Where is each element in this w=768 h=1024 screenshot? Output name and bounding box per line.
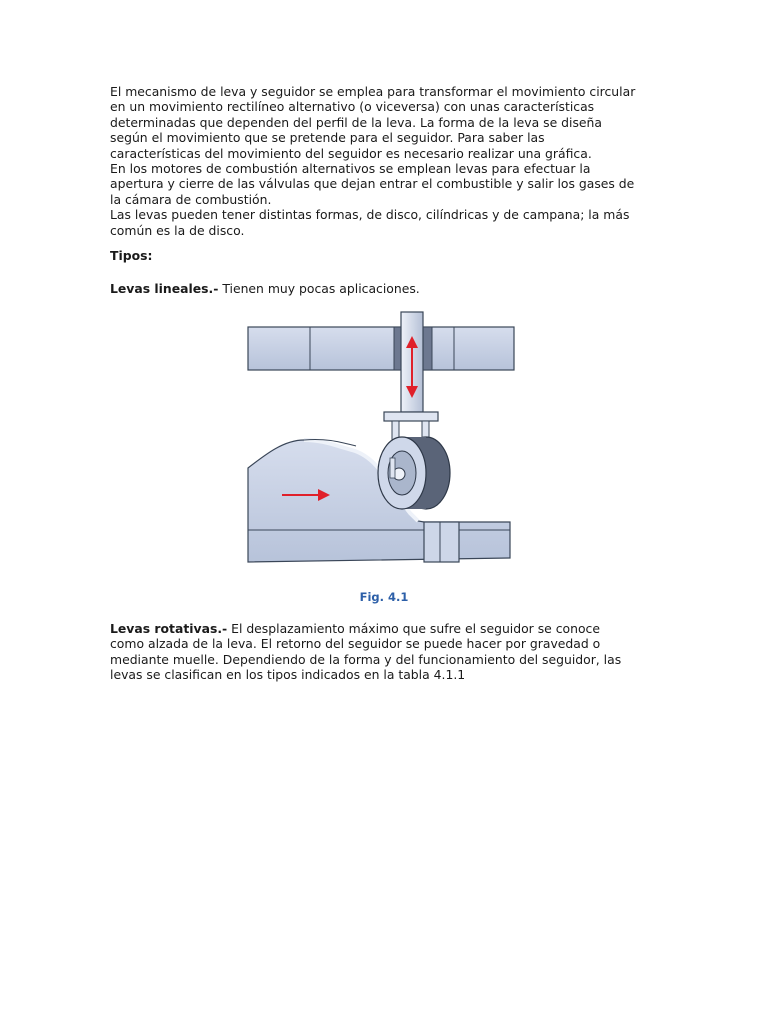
guide-block xyxy=(248,327,514,370)
levas-rotativas-label: Levas rotativas.- xyxy=(110,621,228,636)
rotativas-text: El desplazamiento máximo que sufre el seguidor se conoce xyxy=(227,621,600,636)
intro-line: según el movimiento que se pretende para el seguidor. Para saber las xyxy=(110,130,545,146)
levas-rotativas-paragraph xyxy=(110,621,670,683)
figure-caption: Fig. 4.1 xyxy=(359,590,409,604)
levas-lineales-label: Levas lineales.- xyxy=(110,281,219,296)
intro-line: apertura y cierre de las válvulas que dejan entrar el combustible y salir los gases de xyxy=(110,176,635,192)
intro-line: determinadas que dependen del perfil de la leva. La forma de la leva se diseña xyxy=(110,114,602,130)
intro-line: El mecanismo de leva y seguidor se emplea para transformar el movimiento circular xyxy=(110,84,636,99)
intro-line: En los motores de combustión alternativos se emplean levas para efectuar la xyxy=(110,161,591,177)
intro-paragraph xyxy=(110,84,670,238)
rotativas-line xyxy=(110,621,670,636)
follower-wheel xyxy=(378,437,450,509)
intro-line: en un movimiento rectilíneo alternativo (o viceversa) con unas características xyxy=(110,99,595,115)
intro-line: características del movimiento del seguidor es necesario realizar una gráfica. xyxy=(110,145,592,161)
cam-follower-figure xyxy=(244,308,524,570)
intro-line: la cámara de combustión. xyxy=(110,191,272,207)
tipos-heading: Tipos: xyxy=(110,248,153,263)
rotativas-line: como alzada de la leva. El retorno del seguidor se puede hacer por gravedad o xyxy=(110,636,601,652)
levas-lineales-text: Tienen muy pocas aplicaciones. xyxy=(218,281,420,296)
linear-cam xyxy=(248,439,510,562)
rotativas-line: levas se clasifican en los tipos indicados en la tabla 4.1.1 xyxy=(110,667,466,683)
intro-line: común es la de disco. xyxy=(110,222,245,238)
levas-lineales-line xyxy=(110,281,420,296)
rotativas-line: mediante muelle. Dependiendo de la forma y del funcionamiento del seguidor, las xyxy=(110,651,622,667)
intro-line: Las levas pueden tener distintas formas, de disco, cilíndricas y de campana; la más xyxy=(110,207,630,223)
